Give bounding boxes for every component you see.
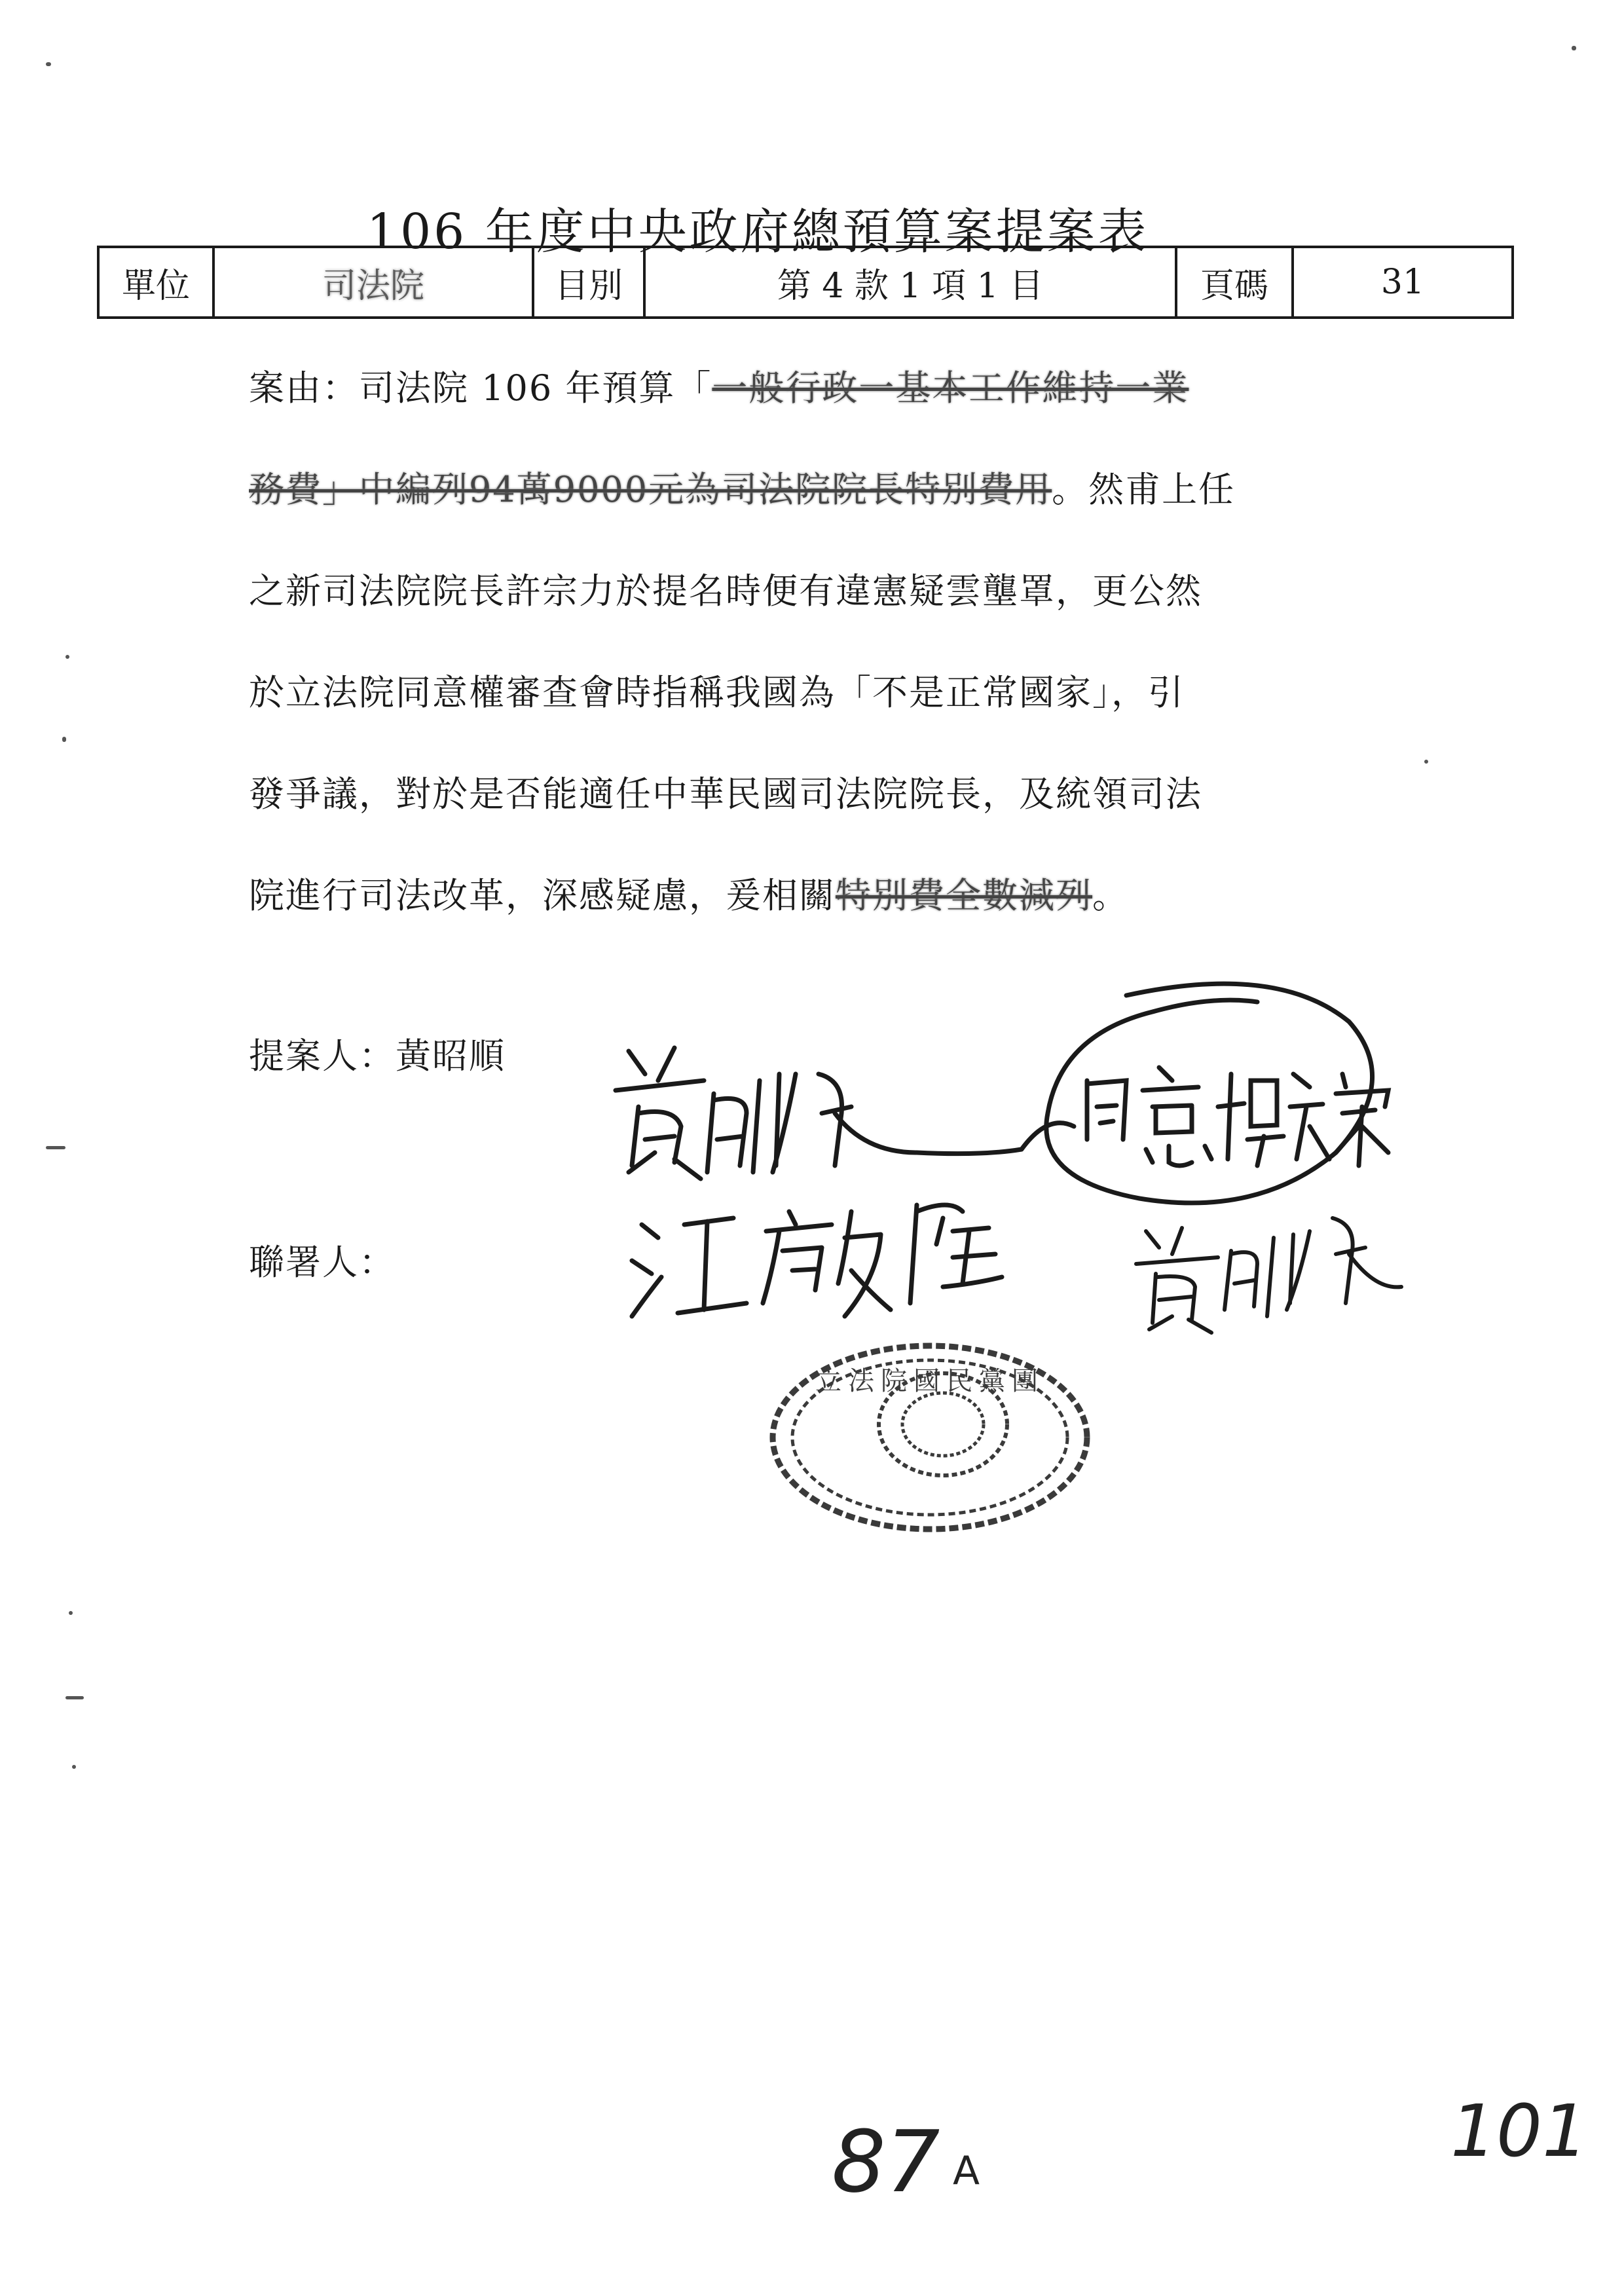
proposer-label: 提案人：黃昭順 (249, 1035, 506, 1077)
second-signature (1136, 1218, 1401, 1333)
unit-value: 司法院 (213, 247, 533, 318)
handwritten-page-suffix: A (953, 2148, 980, 2194)
handwritten-page-number: 87 (832, 2112, 940, 2212)
body-line-5: 發爭議，對於是否能適任中華民國司法院院長，及統領司法 (249, 773, 1202, 815)
seal-text: 立法院國民黨團 (815, 1366, 1038, 1396)
scan-speck (62, 737, 66, 742)
struck-allocation: 務費」中編列94萬9000元為司法院院長特別費用 (249, 469, 1052, 510)
body-line-6-head: 院進行司法改革，深感疑慮，爰相關 (249, 875, 836, 916)
form-title: 106 年度中央政府總預算案提案表 (367, 204, 1149, 260)
handwritten-corner-number: 101 (1450, 2089, 1588, 2173)
body-line-2-tail: 。然甫上任 (1052, 469, 1236, 510)
proposer-signature (616, 1048, 1074, 1179)
item-label: 目別 (533, 247, 644, 318)
page-value: 31 (1293, 247, 1513, 318)
cosigner-signature (632, 1205, 1002, 1316)
scan-speck (1424, 760, 1428, 764)
body-line-4: 於立法院同意權審查會時指稱我國為「不是正常國家」，引 (249, 672, 1185, 713)
scan-speck (69, 1611, 73, 1615)
case-prefix: 案由：司法院 106 年預算「 (249, 367, 712, 409)
body-line-3: 之新司法院院長許宗力於提名時便有違憲疑雲壟罩，更公然 (249, 570, 1202, 612)
page-label: 頁碼 (1176, 247, 1293, 318)
body-line-6-end: 。 (1092, 875, 1129, 916)
scan-speck (65, 655, 69, 659)
cosigner-label: 聯署人： (249, 1242, 396, 1283)
withdraw-note (1046, 984, 1388, 1203)
scan-speck (1572, 46, 1576, 50)
struck-reduction: 特別費全數減列 (836, 875, 1092, 916)
struck-budget-item: 一般行政一基本工作維持一業 (712, 367, 1189, 409)
scan-speck (46, 1146, 65, 1149)
scan-speck (65, 1696, 84, 1699)
unit-label: 單位 (98, 247, 213, 318)
item-value: 第 4 款 1 項 1 目 (644, 247, 1176, 318)
scan-speck (72, 1765, 76, 1769)
scan-speck (46, 62, 51, 66)
